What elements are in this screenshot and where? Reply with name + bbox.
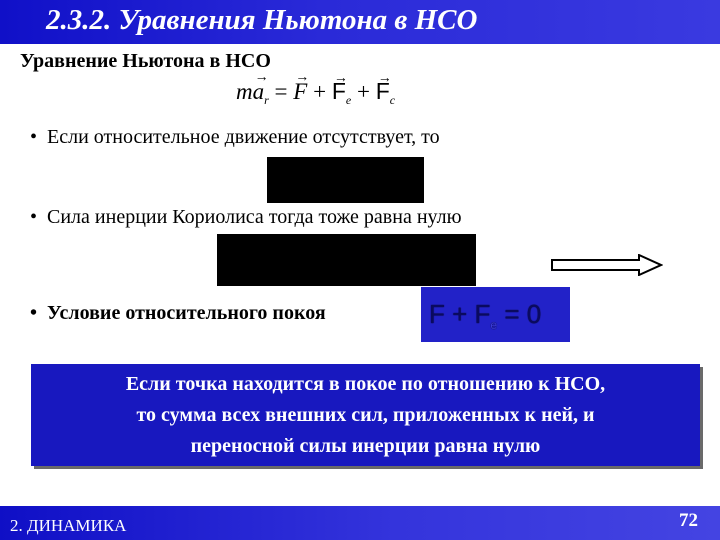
header-bar	[0, 0, 720, 44]
right-arrow-icon	[551, 254, 663, 276]
conclusion-line: переносной силы инерции равна нулю	[190, 434, 541, 457]
hidden-formula-block	[267, 157, 424, 203]
plus-sign-2: +	[356, 79, 370, 104]
conclusion-line: Если точка находится в покое по отношению к НСО,	[125, 372, 606, 395]
bullet-item	[30, 126, 440, 149]
bullet-item	[30, 302, 326, 325]
page-number: 72	[679, 510, 698, 531]
rest-condition-formula	[421, 287, 570, 342]
bullet-text: Если относительное движение отсутствует, то	[47, 126, 440, 148]
bullet-text: Условие относительного покоя	[47, 302, 326, 324]
bullet-dot: •	[30, 206, 38, 228]
acceleration-vector: → a	[253, 77, 265, 107]
coriolis-subscript: c	[389, 93, 396, 107]
transfer-subscript: e	[345, 93, 352, 107]
conclusion-box	[31, 364, 700, 466]
newton-equation	[236, 76, 395, 115]
bullet-text: Сила инерции Кориолиса тогда тоже равна нулю	[47, 206, 462, 228]
transfer-inertia-force: → F	[332, 76, 346, 106]
section-label: 2. ДИНАМИКА	[10, 516, 127, 535]
coriolis-force: → F	[376, 76, 390, 106]
hidden-formula-block	[217, 234, 476, 286]
bullet-item	[30, 206, 462, 229]
plus-sign: +	[313, 79, 327, 104]
rest-condition-text: $F + F_e = 0$	[429, 299, 542, 333]
footer-bar	[0, 506, 720, 540]
equals-sign: =	[274, 79, 288, 104]
acceleration-subscript: r	[264, 93, 269, 107]
bullet-dot: •	[30, 302, 38, 324]
slide-title: 2.3.2. Уравнения Ньютона в НСО	[46, 4, 478, 36]
section-subtitle: Уравнение Ньютона в НСО	[20, 50, 271, 72]
conclusion-line: то сумма всех внешних сил, приложенных к ней, и	[136, 403, 595, 426]
force-vector: → F	[293, 77, 307, 107]
bullet-dot: •	[30, 126, 38, 148]
mass-symbol: m	[236, 79, 253, 104]
